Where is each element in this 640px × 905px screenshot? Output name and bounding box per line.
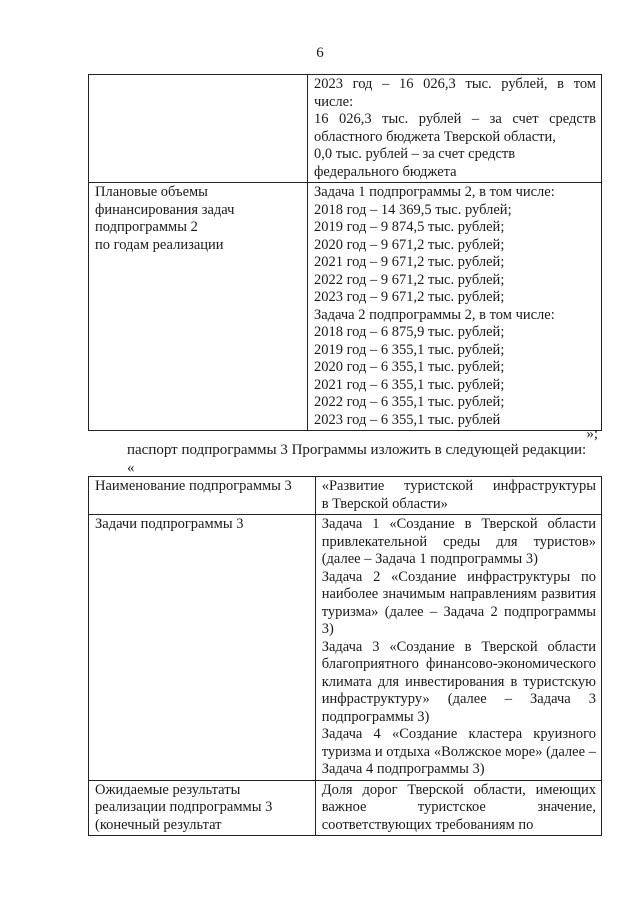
text-line: подпрограммы 2 xyxy=(95,219,198,235)
table-cell-right xyxy=(315,515,601,781)
text-line: 0,0 тыс. рублей – за счет средств xyxy=(313,146,516,162)
table-cell-left: Задачи подпрограммы 3 xyxy=(89,515,316,781)
task-paragraph: Задача 4 «Создание кластера круизного туризма и отдыха «Волжское море» (далее – Задача 4 подпрограммы 3) xyxy=(321,726,596,777)
table-cell-right xyxy=(315,477,601,515)
task-paragraph: Задача 2 «Создание инфраструктуры по наиболее значимым направлениям развития туризма» (далее – Задача 2 подпрограммы 3) xyxy=(321,568,596,637)
table-row xyxy=(89,183,602,431)
text-line: 2019 год – 6 355,1 тыс. рублей; xyxy=(313,341,505,358)
text-line: по годам реализации xyxy=(95,236,224,253)
passport-table-subprogram-2 xyxy=(88,74,602,431)
task-paragraph: Задача 1 «Создание в Тверской области привлекательной среды для туристов» (далее – Задача 1 подпрограммы 3) xyxy=(321,516,596,567)
table-cell-left xyxy=(89,75,308,183)
intro-text: паспорт подпрограммы 3 Программы изложить в следующей редакции: xyxy=(127,442,587,458)
text-line: реализации подпрограммы 3 xyxy=(95,799,273,815)
text-line: в Тверской области» xyxy=(321,495,448,512)
task-paragraph: Задача 3 «Создание в Тверской области благоприятного финансово-экономического климата для инвестирования в туристскую инфраструктуру» (далее – Задача 3 подпрограммы 3) xyxy=(321,638,596,725)
text-line: числе: xyxy=(313,93,354,110)
text-line: 2022 год – 9 671,2 тыс. рублей; xyxy=(313,271,505,288)
text-line: федерального бюджета xyxy=(313,163,457,180)
text-line: 2020 год – 9 671,2 тыс. рублей; xyxy=(313,236,505,253)
text-line: «Развитие туристской инфраструктуры xyxy=(321,478,596,494)
closing-quote: »; xyxy=(586,426,598,442)
table-cell-right xyxy=(307,183,601,431)
text-line: Задача 1 подпрограммы 2, в том числе: xyxy=(313,184,555,200)
text-line: 2021 год – 6 355,1 тыс. рублей; xyxy=(313,376,505,393)
text-line: 2021 год – 9 671,2 тыс. рублей; xyxy=(313,254,505,270)
text-line: 2018 год – 6 875,9 тыс. рублей; xyxy=(313,324,505,340)
text-line: (конечный результат xyxy=(95,816,222,833)
table-cell-left xyxy=(89,780,316,836)
open-quote: « xyxy=(127,460,135,476)
page-number: 6 xyxy=(316,45,324,61)
table-cell-left: Наименование подпрограммы 3 xyxy=(89,477,316,515)
text-line: 16 026,3 тыс. рублей – за счет средств xyxy=(313,111,596,127)
text-line: 2020 год – 6 355,1 тыс. рублей; xyxy=(313,359,505,375)
table-cell-right: Доля дорог Тверской области, имеющих важное туристское значение, соответствующих требованиям по xyxy=(315,780,601,836)
table-row xyxy=(89,515,602,781)
table-row xyxy=(89,477,602,515)
passport-table-subprogram-3 xyxy=(88,476,602,836)
text-line: 2023 год – 6 355,1 тыс. рублей xyxy=(313,411,501,428)
table-row xyxy=(89,780,602,836)
text-line: Плановые объемы xyxy=(95,184,208,200)
text-line: Ожидаемые результаты xyxy=(95,781,241,798)
text-line: финансирования задач xyxy=(95,201,235,218)
table-cell-right xyxy=(307,75,601,183)
text-line: 2023 год – 16 026,3 тыс. рублей, в том xyxy=(313,76,596,92)
text-line: 2022 год – 6 355,1 тыс. рублей; xyxy=(313,394,505,410)
text-line: Задача 2 подпрограммы 2, в том числе: xyxy=(313,306,555,323)
table-row xyxy=(89,75,602,183)
table-cell-left xyxy=(89,183,308,431)
text-line: 2019 год – 9 874,5 тыс. рублей; xyxy=(313,219,505,235)
text-line: 2023 год – 9 671,2 тыс. рублей; xyxy=(313,289,505,305)
text-line: областного бюджета Тверской области, xyxy=(313,128,556,145)
text-line: 2018 год – 14 369,5 тыс. рублей; xyxy=(313,201,512,218)
